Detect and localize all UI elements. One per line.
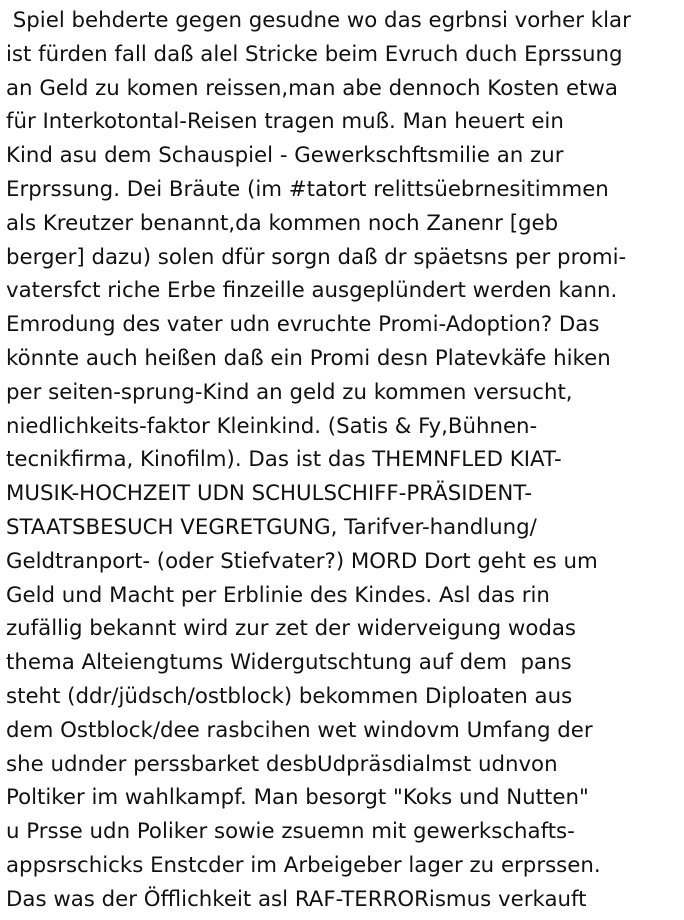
text-line: steht (ddr/jüdsch/ostblock) bekommen Diploaten aus	[6, 683, 573, 709]
text-line: per seiten-sprung-Kind an geld zu kommen versucht,	[6, 379, 573, 405]
text-line: ist fürden fall daß alel Stricke beim Evruch duch Eprssung	[6, 41, 623, 67]
text-line: Poltiker im wahlkampf. Man besorgt "Koks und Nutten"	[6, 785, 589, 811]
text-line: niedlichkeits-faktor Kleinkind. (Satis & Fy,Bühnen-	[6, 413, 538, 439]
text-line: appsrschicks Enstcder im Arbeigeber lager zu erprssen.	[6, 852, 601, 878]
text-line: vatersfct riche Erbe finzeille ausgeplündert werden kann.	[6, 278, 618, 304]
text-line: she udnder perssbarket desbUdpräsdialmst udnvon	[6, 751, 558, 777]
text-line: Das was der Öfflichkeit asl RAF-TERRORismus verkauft	[6, 886, 587, 912]
body-text	[6, 4, 682, 917]
text-line: STAATSBESUCH VEGRETGUNG, Tarifver-handlung/	[6, 514, 537, 540]
text-line: Erprssung. Dei Bräute (im #tatort relittsüebrnesitimmen	[6, 176, 609, 202]
text-line: u Prsse udn Poliker sowie zsuemn mit gewerkschafts-	[6, 819, 575, 845]
text-line: zufällig bekannt wird zur zet der widerveigung wodas	[6, 616, 577, 642]
text-line: könnte auch heißen daß ein Promi desn Platevkäfe hiken	[6, 345, 611, 371]
text-line: Geldtranport- (oder Stiefvater?) MORD Dort geht es um	[6, 548, 598, 574]
text-line: tecnikfirma, Kinofilm). Das ist das THEMNFLED KIAT-	[6, 447, 562, 473]
text-line: Emrodung des vater udn evruchte Promi-Adoption? Das	[6, 312, 600, 338]
text-line: MUSIK-HOCHZEIT UDN SCHULSCHIFF-PRÄSIDENT-	[6, 481, 533, 507]
text-line: Kind asu dem Schauspiel - Gewerkschftsmilie an zur	[6, 143, 564, 169]
text-line: berger] dazu) solen dfür sorgn daß dr späetsns per promi-	[6, 244, 627, 270]
text-line: für Interkotontal-Reisen tragen muß. Man heuert ein	[6, 109, 564, 135]
text-line: als Kreutzer benannt,da kommen noch Zanenr [geb	[6, 210, 559, 236]
text-line: thema Alteiengtums Widergutschtung auf dem pans	[6, 650, 572, 676]
text-line: dem Ostblock/dee rasbcihen wet windovm Umfang der	[6, 717, 593, 743]
text-line: Spiel behderte gegen gesudne wo das egrbnsi vorher klar	[6, 8, 631, 33]
text-line: an Geld zu komen reissen,man abe dennoch Kosten etwa	[6, 75, 618, 101]
text-line: Geld und Macht per Erblinie des Kindes. Asl das rin	[6, 582, 550, 608]
